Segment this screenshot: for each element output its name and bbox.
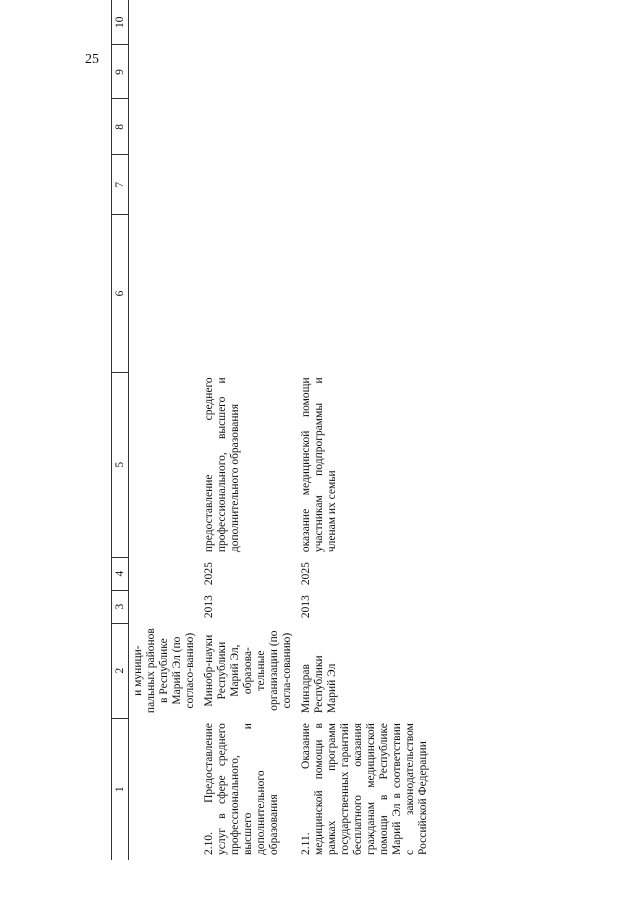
header-col-5: 5 <box>112 372 129 557</box>
header-row <box>112 0 129 860</box>
row-3-col-7 <box>297 155 433 215</box>
header-col-8: 8 <box>112 99 129 155</box>
row-2-col-8 <box>200 99 297 155</box>
row-3-col-2: Минздрав Республики Марий Эл <box>300 655 338 714</box>
row-1-col-10 <box>129 0 201 45</box>
page-number: 25 <box>85 52 99 67</box>
row-1-col-8 <box>129 99 201 155</box>
row-3-col-5: оказание медицинской помощи участникам подпрограммы и членам их семьи <box>300 377 338 553</box>
row-3-col-4: 2025 <box>300 562 312 586</box>
header-col-6: 6 <box>112 215 129 373</box>
row-2-col-9 <box>200 45 297 99</box>
row-3-col-1: 2.11. Оказание медицинской помощи в рамках программ государственных гарантий бесплатного оказания гражданам медицинской помощи в Республике Марий Эл в соответствии с законодательством Российской Федерации <box>300 723 429 855</box>
header-col-2: 2 <box>112 623 129 718</box>
row-2-col-2: Минобр-науки Республики Марий Эл, образова-тельные организации (по согла-сованию) <box>203 630 293 711</box>
row-3-col-9 <box>297 45 433 99</box>
row-3-col-3: 2013 <box>300 595 312 619</box>
program-table <box>111 0 433 860</box>
row-1-col-7 <box>129 155 201 215</box>
row-3-col-10 <box>297 0 433 45</box>
row-3-col-6 <box>297 215 433 373</box>
header-col-7: 7 <box>112 155 129 215</box>
row-1-col-6 <box>129 215 201 373</box>
table-row <box>200 0 297 860</box>
header-col-1: 1 <box>112 718 129 860</box>
row-1-col-9 <box>129 45 201 99</box>
row-1-col-5 <box>129 372 201 557</box>
row-2-col-3: 2013 <box>203 595 215 619</box>
row-2-col-6 <box>200 215 297 373</box>
header-col-10: 10 <box>112 0 129 45</box>
header-col-4: 4 <box>112 557 129 590</box>
header-col-3: 3 <box>112 590 129 623</box>
header-col-9: 9 <box>112 45 129 99</box>
row-3-col-8 <box>297 99 433 155</box>
row-1-col-4 <box>129 557 201 590</box>
row-2-col-10 <box>200 0 297 45</box>
table-row <box>129 0 201 860</box>
row-2-col-4: 2025 <box>203 562 215 586</box>
row-2-col-1: 2.10. Предоставление услуг в сфере среднего профессионального, высшего и дополнительного образования <box>203 723 280 855</box>
row-2-col-7 <box>200 155 297 215</box>
row-1-col-2: и муници-пальных районов в Республике Марий Эл (по согласо-ванию) <box>132 628 196 714</box>
row-1-col-3 <box>129 590 201 623</box>
row-2-col-5: предоставление среднего профессионального, высшего и дополнительного образования <box>203 377 241 553</box>
row-1-col-1 <box>129 718 201 860</box>
table-row <box>297 0 433 860</box>
